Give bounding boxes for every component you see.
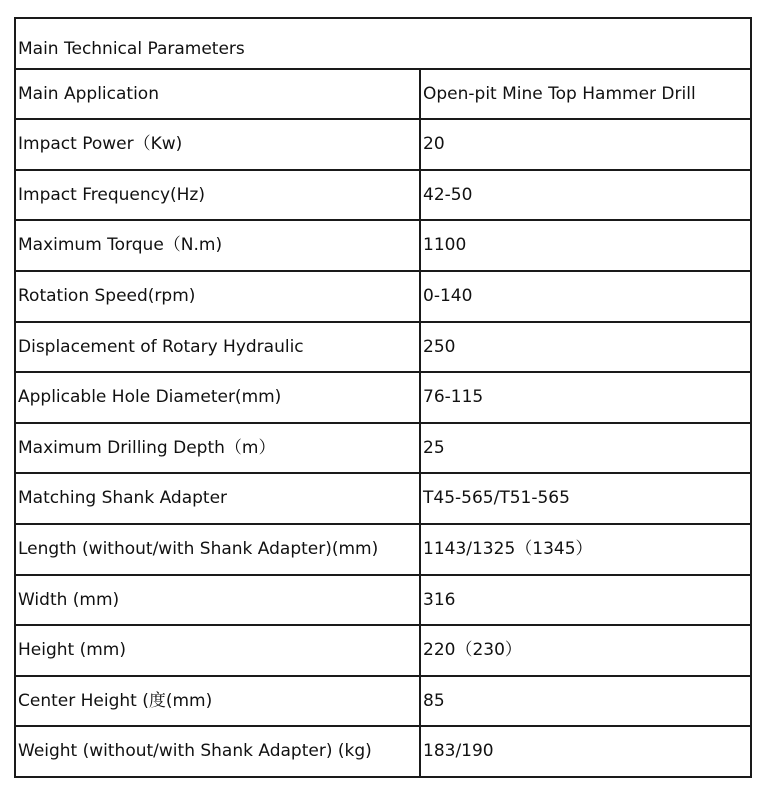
table-row: [15, 271, 751, 322]
parameter-value: 1100: [420, 220, 751, 271]
parameter-value: 85: [420, 676, 751, 727]
table-row: [15, 575, 751, 626]
table-title-row: [15, 18, 751, 69]
parameter-label: Impact Frequency(Hz): [15, 170, 420, 221]
table-row: [15, 524, 751, 575]
table-row: [15, 726, 751, 777]
parameter-label: Maximum Torque（N.m): [15, 220, 420, 271]
parameter-label: Center Height (度(mm): [15, 676, 420, 727]
parameter-value: 183/190: [420, 726, 751, 777]
parameter-label: Rotation Speed(rpm): [15, 271, 420, 322]
table-row: [15, 322, 751, 373]
parameter-label: Main Application: [15, 69, 420, 120]
table-title: Main Technical Parameters: [15, 18, 751, 69]
table-row: [15, 676, 751, 727]
parameter-label: Width (mm): [15, 575, 420, 626]
parameter-label: Impact Power（Kw): [15, 119, 420, 170]
parameter-value: 25: [420, 423, 751, 474]
parameter-value: 220（230）: [420, 625, 751, 676]
table-row: [15, 119, 751, 170]
parameter-label: Height (mm): [15, 625, 420, 676]
table-row: [15, 170, 751, 221]
parameter-value: T45-565/T51-565: [420, 473, 751, 524]
parameter-label: Maximum Drilling Depth（m）: [15, 423, 420, 474]
table-row: [15, 625, 751, 676]
parameter-value: 76-115: [420, 372, 751, 423]
parameter-value: 1143/1325（1345）: [420, 524, 751, 575]
parameter-label: Weight (without/with Shank Adapter) (kg): [15, 726, 420, 777]
table-row: [15, 220, 751, 271]
parameter-value: 0-140: [420, 271, 751, 322]
technical-parameters-table: [14, 17, 752, 778]
table-row: [15, 473, 751, 524]
table-row: [15, 423, 751, 474]
parameter-value: 20: [420, 119, 751, 170]
parameter-value: Open-pit Mine Top Hammer Drill: [420, 69, 751, 120]
parameter-value: 250: [420, 322, 751, 373]
parameter-label: Matching Shank Adapter: [15, 473, 420, 524]
parameter-label: Applicable Hole Diameter(mm): [15, 372, 420, 423]
parameter-value: 316: [420, 575, 751, 626]
parameter-value: 42-50: [420, 170, 751, 221]
parameter-label: Length (without/with Shank Adapter)(mm): [15, 524, 420, 575]
table-row: [15, 69, 751, 120]
table-row: [15, 372, 751, 423]
parameter-label: Displacement of Rotary Hydraulic: [15, 322, 420, 373]
